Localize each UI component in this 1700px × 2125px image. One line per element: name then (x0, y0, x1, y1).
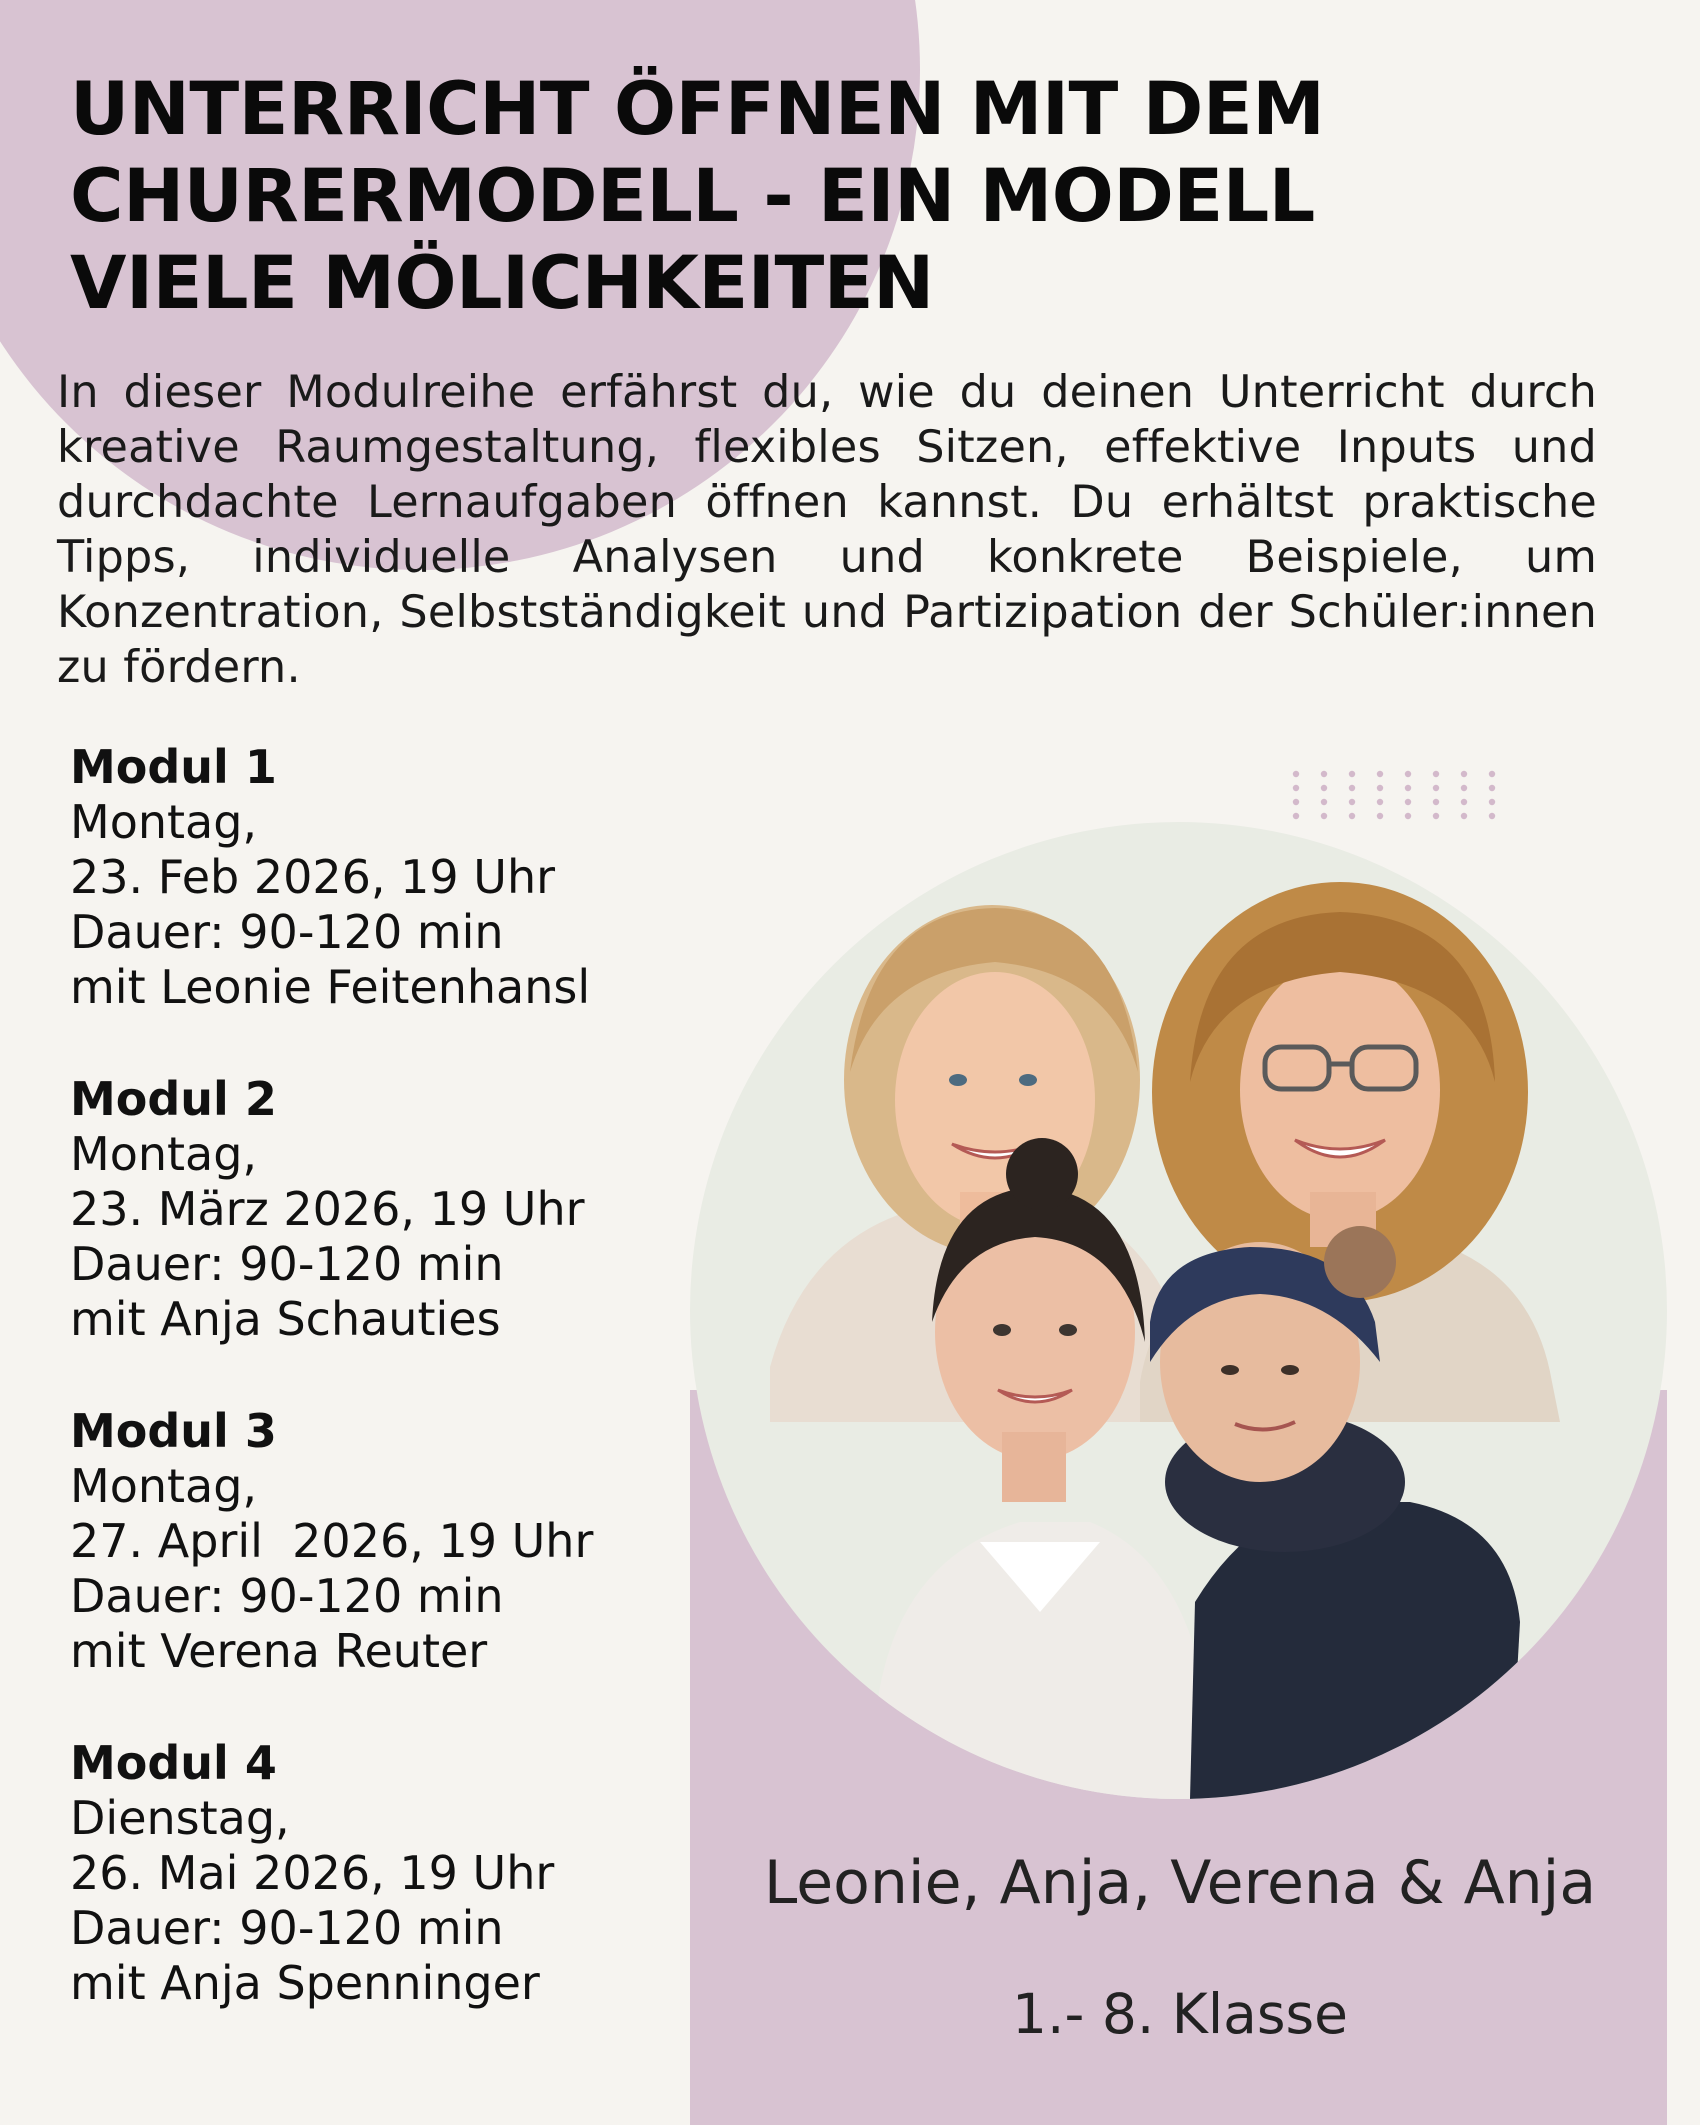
module-title: Modul 3 (70, 1404, 277, 1458)
module-date: 26. Mai 2026, 19 Uhr (70, 1846, 555, 1900)
presenters-names: Leonie, Anja, Verena & Anja (763, 1848, 1597, 1918)
module-title: Modul 4 (70, 1736, 277, 1790)
module-day: Dienstag, (70, 1791, 290, 1845)
intro-paragraph: In dieser Modulreihe erfährst du, wie du deinen Unterricht durch kreative Raumgestaltung, flexibles Sitzen, effektive Inputs und durchdachte Lernaufgaben öffnen kannst. Du erhältst praktische Tipps, individuelle Analysen und konkrete Beispiele, um Konzentration, Selbstständigkeit und Partizipation der Schüler:innen zu fördern. (57, 367, 1597, 693)
module-3 (70, 1404, 710, 1679)
module-teacher: mit Anja Schauties (70, 1292, 501, 1346)
module-teacher: mit Verena Reuter (70, 1624, 488, 1678)
module-duration: Dauer: 90-120 min (70, 1237, 504, 1291)
module-day: Montag, (70, 1459, 258, 1513)
module-day: Montag, (70, 795, 258, 849)
module-date: 23. Feb 2026, 19 Uhr (70, 850, 556, 904)
title-line-1: UNTERRICHT ÖFFNEN MIT DEM (70, 67, 1325, 152)
module-date: 23. März 2026, 19 Uhr (70, 1182, 585, 1236)
grade-range: 1.- 8. Klasse (1012, 1982, 1348, 2046)
dot-pattern (1292, 770, 1502, 826)
module-duration: Dauer: 90-120 min (70, 1569, 504, 1623)
title-line-3: VIELE MÖLICHKEITEN (70, 241, 934, 326)
module-1 (70, 740, 710, 1015)
module-duration: Dauer: 90-120 min (70, 1901, 504, 1955)
team-photo-circle (690, 822, 1667, 1799)
module-duration: Dauer: 90-120 min (70, 905, 504, 959)
title-line-2: CHURERMODELL - EIN MODELL (70, 154, 1315, 239)
module-teacher: mit Leonie Feitenhansl (70, 960, 591, 1014)
module-title: Modul 2 (70, 1072, 277, 1126)
module-date: 27. April 2026, 19 Uhr (70, 1514, 594, 1568)
module-day: Montag, (70, 1127, 258, 1181)
module-teacher: mit Anja Spenninger (70, 1956, 540, 2010)
module-2 (70, 1072, 710, 1347)
team-photo (690, 822, 1667, 1799)
page-title (70, 66, 1570, 327)
module-title: Modul 1 (70, 740, 277, 794)
module-4 (70, 1736, 710, 2011)
